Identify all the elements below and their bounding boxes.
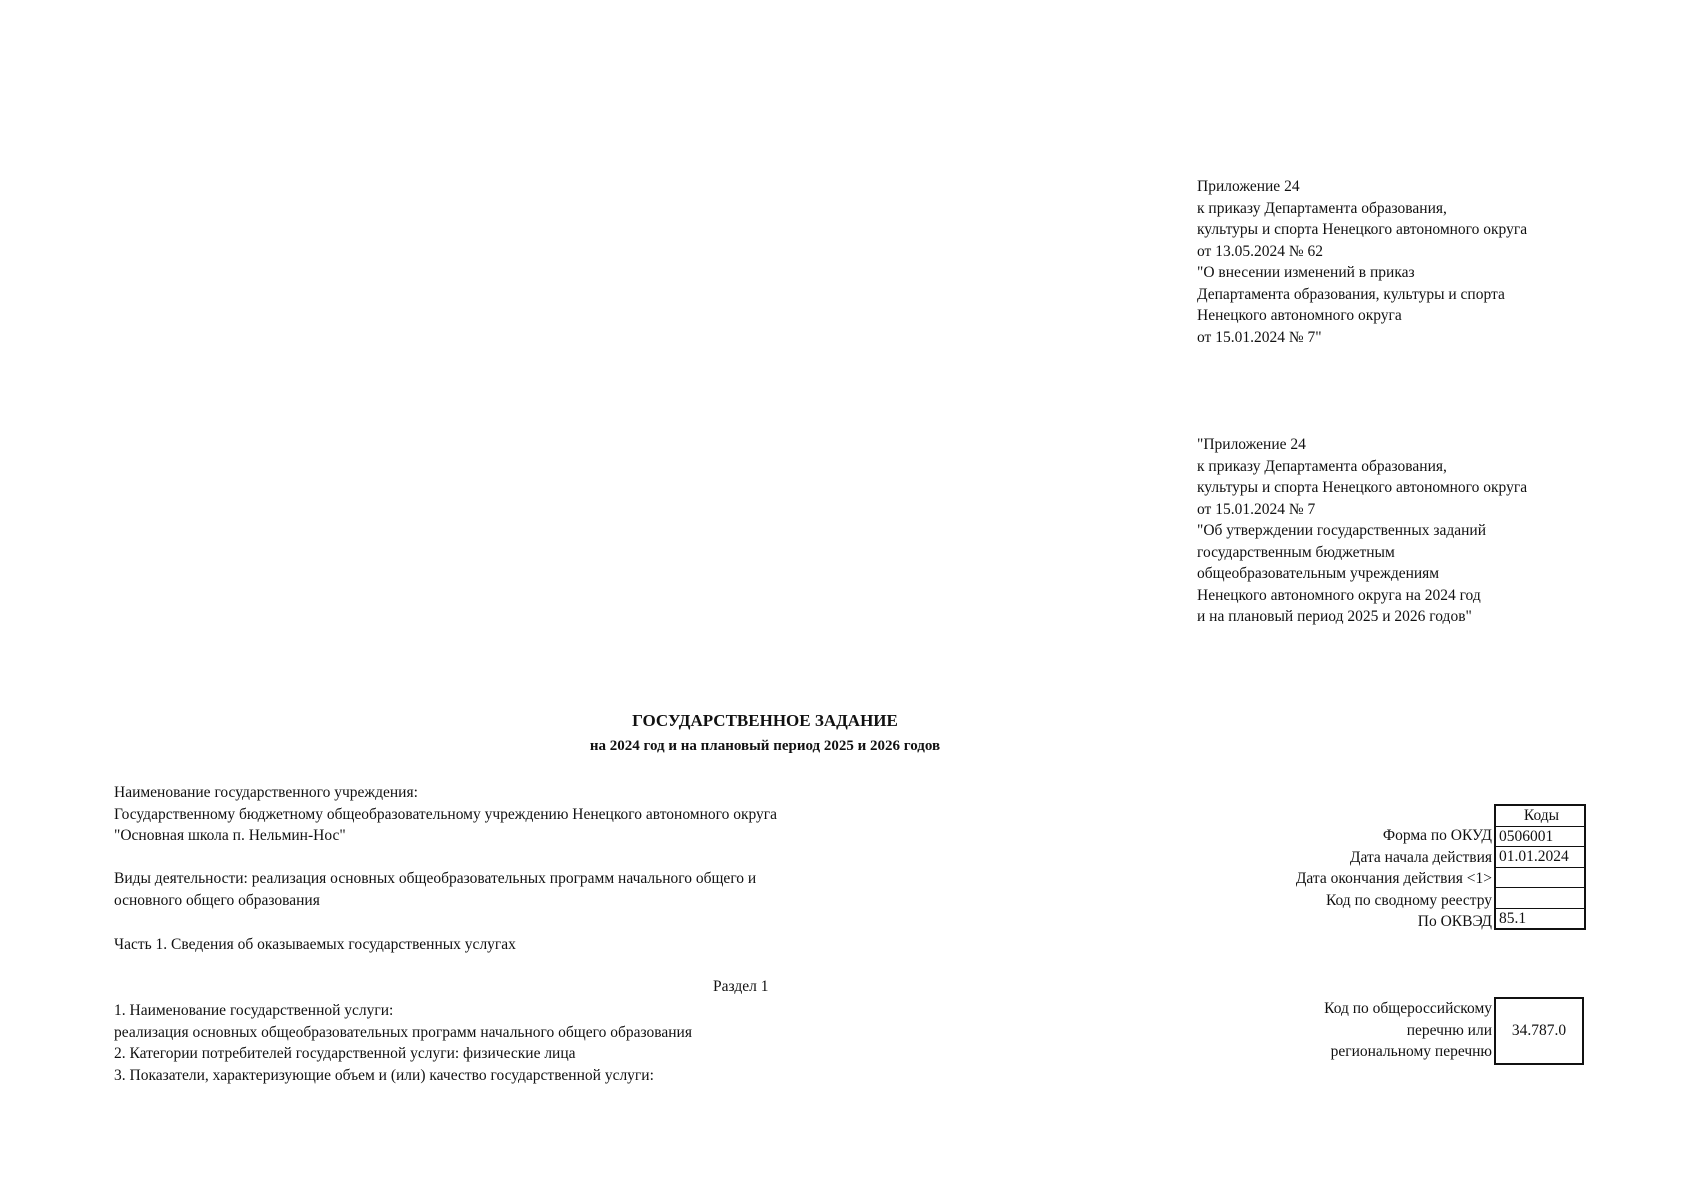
- code-value-okved: 85.1: [1499, 909, 1527, 927]
- code-label-end-date: Дата окончания действия <1>: [1295, 870, 1492, 887]
- institution-name: Государственному бюджетному общеобразовательному учреждению Ненецкого автономного округа: [114, 805, 778, 823]
- annex-original-line: "Об утверждении государственных заданий: [1197, 522, 1487, 539]
- service-name-label: 1. Наименование государственной услуги:: [114, 1002, 394, 1019]
- annex-original-line: культуры и спорта Ненецкого автономного округа: [1197, 479, 1528, 496]
- code-label-okud: Форма по ОКУД: [1382, 827, 1492, 844]
- part-heading: Часть 1. Сведения об оказываемых государственных услугах: [114, 936, 516, 953]
- codes-table: [1494, 804, 1586, 930]
- activities-line: основного общего образования: [114, 891, 320, 909]
- annex-line: Департамента образования, культуры и спорта: [1197, 285, 1505, 303]
- registry-code-labels: [1180, 998, 1492, 1063]
- code-value-end-date: [1496, 868, 1584, 889]
- document-title: ГОСУДАРСТВЕННОЕ ЗАДАНИЕ: [632, 711, 898, 730]
- annex-line: Приложение 24: [1197, 178, 1300, 195]
- annex-line: от 15.01.2024 № 7": [1197, 328, 1322, 346]
- codes-labels: [1180, 825, 1492, 933]
- registry-label-line: перечню или: [1406, 1021, 1492, 1039]
- activities-line: Виды деятельности: реализация основных общеобразовательных программ начального общего и: [114, 870, 757, 887]
- annex-original-line: и на плановый период 2025 и 2026 годов": [1197, 608, 1472, 625]
- registry-label-line: Код по общероссийскому: [1324, 1000, 1492, 1017]
- annex-original-line: к приказу Департамента образования,: [1197, 457, 1447, 475]
- annex-line: "О внесении изменений в приказ: [1197, 264, 1415, 281]
- annex-line: к приказу Департамента образования,: [1197, 199, 1447, 217]
- document-subtitle: на 2024 год и на плановый период 2025 и 2026 годов: [589, 738, 941, 754]
- codes-header: Коды: [1496, 806, 1584, 827]
- consumer-category: 2. Категории потребителей государственной услуги: физические лица: [114, 1045, 576, 1062]
- service-indicators: 3. Показатели, характеризующие объем и (или) качество государственной услуги:: [114, 1066, 654, 1084]
- institution-name-short: "Основная школа п. Нельмин-Нос": [114, 827, 346, 844]
- registry-label-line: региональному перечню: [1330, 1043, 1492, 1060]
- annex-original-line: государственным бюджетным: [1197, 543, 1395, 561]
- annex-line: Ненецкого автономного округа: [1197, 307, 1402, 324]
- institution-label: Наименование государственного учреждения:: [114, 784, 418, 801]
- code-value-start-date: 01.01.2024: [1496, 847, 1584, 868]
- code-label-start-date: Дата начала действия: [1349, 848, 1492, 866]
- annex-original-line: общеобразовательным учреждениям: [1197, 565, 1440, 582]
- section-label: Раздел 1: [713, 978, 769, 995]
- annex-original-line: от 15.01.2024 № 7: [1197, 500, 1316, 518]
- code-label-registry: Код по сводному реестру: [1325, 891, 1492, 909]
- annex-original-line: Ненецкого автономного округа на 2024 год: [1197, 586, 1481, 604]
- code-label-okved: По ОКВЭД: [1417, 913, 1492, 930]
- annex-line: культуры и спорта Ненецкого автономного округа: [1197, 221, 1528, 238]
- annex-line: от 13.05.2024 № 62: [1197, 242, 1323, 260]
- annex-original-header: [1197, 434, 1527, 628]
- annex-original-line: "Приложение 24: [1197, 436, 1306, 453]
- code-value-registry: [1496, 888, 1584, 909]
- code-value-okud: 0506001: [1496, 827, 1584, 848]
- annex-header: [1197, 176, 1527, 348]
- service-name-value: реализация основных общеобразовательных программ начального общего образования: [114, 1023, 692, 1041]
- registry-code-value: 34.787.0: [1494, 997, 1584, 1065]
